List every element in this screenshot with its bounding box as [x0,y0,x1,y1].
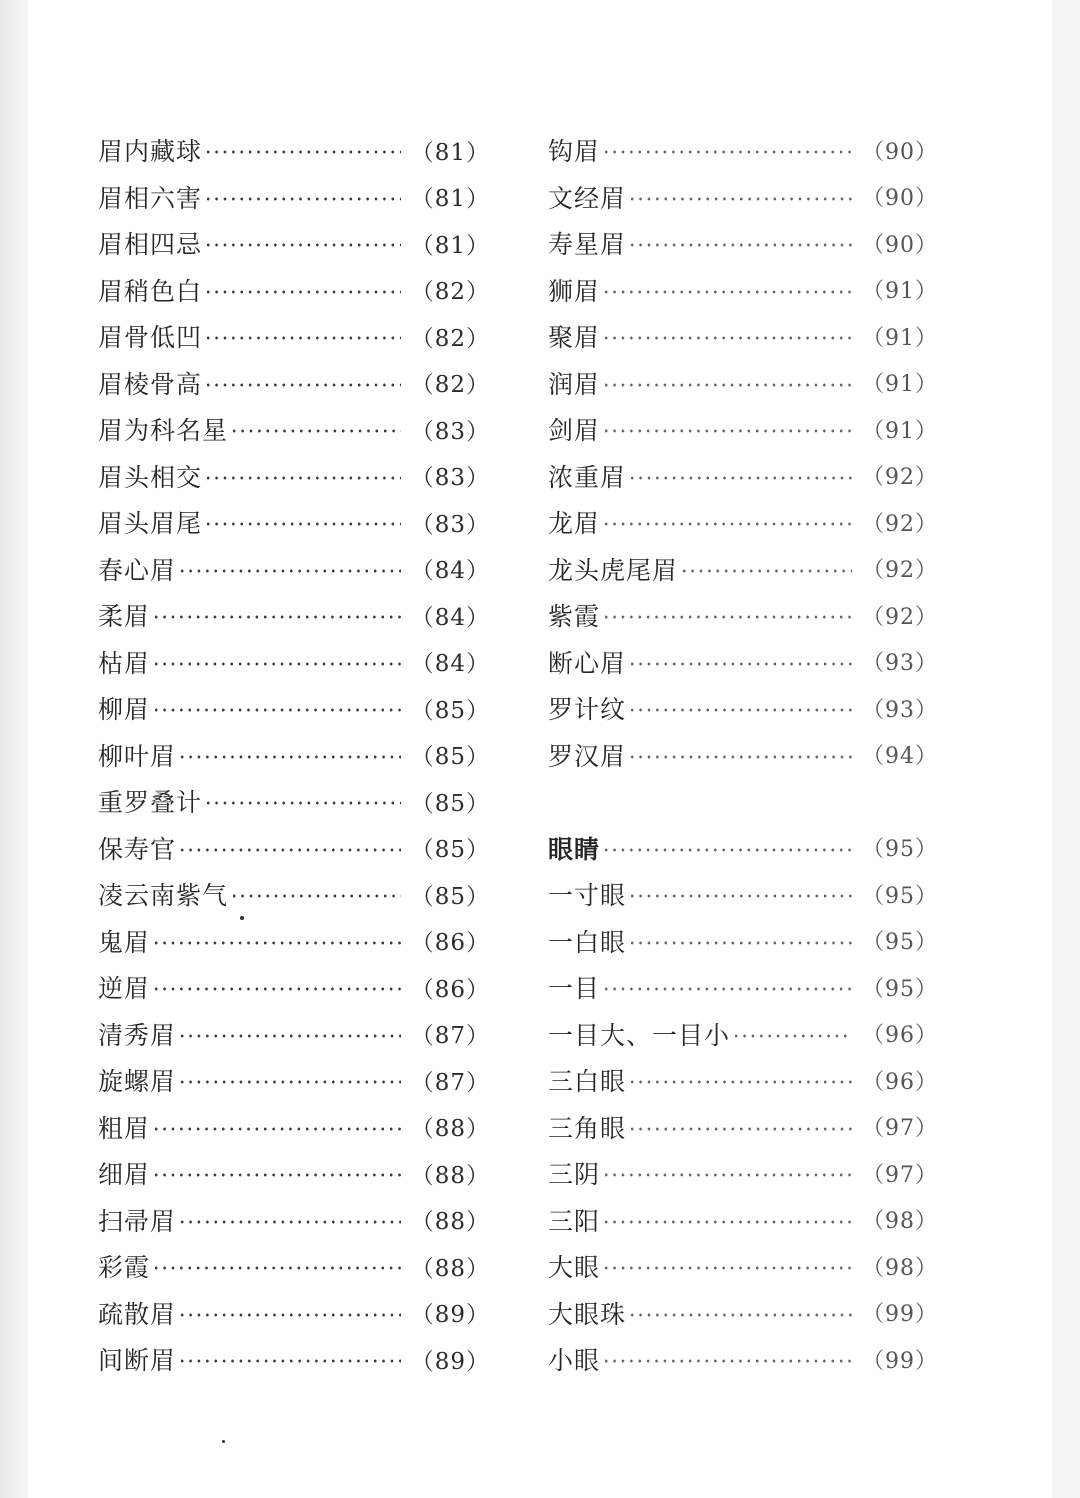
toc-entry-title: 春心眉 [98,555,177,585]
toc-entry-page-number: （82） [410,372,490,399]
toc-entry[interactable] [98,267,490,314]
toc-entry-title: 保寿官 [98,834,177,864]
toc-entry[interactable] [98,685,490,732]
dot-leader [178,848,401,852]
toc-entry-page-number: （83） [410,465,490,492]
toc-entry-title: 龙头虎尾眉 [548,555,679,585]
toc-entry-title: 柳眉 [98,695,151,725]
toc-entry[interactable] [548,918,938,965]
toc-entry[interactable] [548,313,938,360]
toc-entry[interactable] [98,453,490,500]
toc-entry[interactable] [98,1290,490,1337]
toc-entry-title: 断心眉 [548,648,627,678]
toc-entry-title: 凌云南紫气 [98,881,229,911]
toc-entry[interactable] [548,1057,938,1104]
toc-entry-page-number: （89） [410,1302,490,1329]
dot-leader [602,615,852,619]
toc-entry-page-number: （95） [862,976,938,1002]
toc-entry-title: 眉骨低凹 [98,323,203,353]
toc-entry-page-number: （84） [410,604,490,631]
toc-entry[interactable] [548,1104,938,1151]
toc-entry-title: 鬼眉 [98,927,151,957]
toc-entry-title: 狮眉 [548,276,601,306]
toc-entry-page-number: （84） [410,558,490,585]
dot-leader [628,662,852,666]
toc-entry[interactable] [548,360,938,407]
page-binding-shadow [0,0,28,1498]
toc-entry-page-number: （91） [862,279,938,305]
dot-leader [178,755,401,759]
toc-entry-page-number: （92） [862,511,938,537]
toc-entry-title: 柔眉 [98,602,151,632]
dot-leader [152,1173,401,1177]
dot-leader [204,522,401,526]
dot-leader [204,383,401,387]
dot-leader [628,1127,852,1131]
toc-entry-page-number: （92） [862,604,938,630]
toc-entry-title: 扫帚眉 [98,1206,177,1236]
toc-entry-page-number: （99） [862,1348,938,1374]
dot-leader [628,894,852,898]
dot-leader [152,662,401,666]
toc-entry[interactable] [548,1243,938,1290]
dot-leader [602,150,852,154]
toc-entry-page-number: （81） [410,186,490,213]
dot-leader [602,1173,852,1177]
toc-entry[interactable] [98,732,490,779]
toc-entry-page-number: （91） [862,325,938,351]
toc-entry-page-number: （81） [410,139,490,166]
toc-entry[interactable] [98,1057,490,1104]
toc-entry-title: 小眼 [548,1346,601,1376]
toc-entry-title: 间断眉 [98,1346,177,1376]
dot-leader [602,429,852,433]
toc-entry-title: 眉内藏球 [98,137,203,167]
toc-entry-title: 逆眉 [98,974,151,1004]
toc-entry-page-number: （92） [862,465,938,491]
toc-entry-title: 旋螺眉 [98,1067,177,1097]
dot-leader [732,1034,852,1038]
toc-entry-page-number: （85） [410,697,490,724]
toc-entry-title: 彩霞 [98,1253,151,1283]
toc-entry-title: 文经眉 [548,183,627,213]
dot-leader [628,1313,852,1317]
toc-entry[interactable] [548,964,938,1011]
toc-entry-title: 寿星眉 [548,230,627,260]
toc-entry[interactable] [98,220,490,267]
dot-leader [152,987,401,991]
toc-entry[interactable] [98,360,490,407]
dot-leader [602,1266,852,1270]
dot-leader [602,290,852,294]
toc-entry[interactable] [548,592,938,639]
toc-entry-title: 润眉 [548,369,601,399]
toc-entry[interactable] [98,499,490,546]
dot-leader [628,941,852,945]
toc-entry-title: 眉头眉尾 [98,509,203,539]
scan-speck [222,1440,225,1443]
toc-entry-page-number: （84） [410,651,490,678]
toc-entry[interactable] [548,1290,938,1337]
toc-entry[interactable] [548,1336,938,1383]
toc-entry-page-number: （85） [410,837,490,864]
toc-entry-title: 重罗叠计 [98,788,203,818]
toc-entry[interactable] [548,453,938,500]
toc-entry-page-number: （95） [862,930,938,956]
toc-entry-title: 清秀眉 [98,1020,177,1050]
dot-leader [178,1080,401,1084]
toc-entry-page-number: （88） [410,1255,490,1282]
toc-entry-page-number: （86） [410,976,490,1003]
toc-entry[interactable] [548,127,938,174]
dot-leader [152,941,401,945]
dot-leader [628,197,852,201]
toc-entry-page-number: （96） [862,1023,938,1049]
toc-entry[interactable] [98,406,490,453]
dot-leader [602,848,852,852]
toc-entry[interactable] [548,639,938,686]
toc-entry-title: 剑眉 [548,416,601,446]
toc-entry-page-number: （90） [862,186,938,212]
toc-entry[interactable] [548,732,938,779]
dot-leader [628,708,852,712]
toc-entry[interactable] [98,964,490,1011]
dot-leader [230,429,401,433]
toc-entry-page-number: （85） [410,883,490,910]
toc-entry[interactable] [98,1243,490,1290]
toc-entry-title: 疏散眉 [98,1299,177,1329]
toc-entry-page-number: （82） [410,325,490,352]
toc-entry[interactable] [548,546,938,593]
dot-leader [178,1313,401,1317]
dot-leader [178,1359,401,1363]
dot-leader [680,569,852,573]
toc-entry[interactable] [98,174,490,221]
scan-speck [240,916,244,920]
dot-leader [628,476,852,480]
toc-entry-page-number: （88） [410,1209,490,1236]
toc-entry-title: 大眼 [548,1253,601,1283]
toc-entry-page-number: （97） [862,1162,938,1188]
toc-entry-title: 紫霞 [548,602,601,632]
dot-leader [628,243,852,247]
toc-entry-title: 眉棱骨高 [98,369,203,399]
toc-entry-page-number: （91） [862,372,938,398]
toc-entry-page-number: （90） [862,139,938,165]
toc-entry-page-number: （81） [410,232,490,259]
toc-entry-page-number: （82） [410,279,490,306]
toc-entry[interactable] [548,1011,938,1058]
toc-entry-title: 三阴 [548,1160,601,1190]
toc-entry-title: 罗计纹 [548,695,627,725]
toc-entry-page-number: （85） [410,744,490,771]
toc-entry-title: 枯眉 [98,648,151,678]
dot-leader [178,1220,401,1224]
dot-leader [602,987,852,991]
toc-entry-page-number: （93） [862,697,938,723]
toc-entry-page-number: （95） [862,837,938,863]
toc-entry-title: 浓重眉 [548,462,627,492]
dot-leader [178,1034,401,1038]
toc-entry[interactable] [548,825,938,872]
toc-entry-title: 眉头相交 [98,462,203,492]
toc-entry-page-number: （95） [862,883,938,909]
dot-leader [204,150,401,154]
dot-leader [602,336,852,340]
toc-entry-page-number: （99） [862,1302,938,1328]
toc-entry-title: 眼睛 [548,834,601,864]
dot-leader [602,522,852,526]
toc-entry-page-number: （87） [410,1069,490,1096]
dot-leader [204,243,401,247]
dot-leader [152,1127,401,1131]
toc-entry-page-number: （86） [410,930,490,957]
toc-entry-page-number: （91） [862,418,938,444]
toc-entry-title: 眉相六害 [98,183,203,213]
toc-entry[interactable] [548,1150,938,1197]
toc-entry[interactable] [548,220,938,267]
toc-entry-page-number: （96） [862,1069,938,1095]
toc-entry-title: 罗汉眉 [548,741,627,771]
toc-entry-page-number: （97） [862,1116,938,1142]
toc-entry-title: 一白眼 [548,927,627,957]
toc-entry-title: 眉稍色白 [98,276,203,306]
toc-entry[interactable] [98,639,490,686]
toc-entry[interactable] [548,406,938,453]
toc-entry[interactable] [98,778,490,825]
toc-entry-page-number: （98） [862,1209,938,1235]
toc-entry-page-number: （94） [862,744,938,770]
toc-entry[interactable] [98,546,490,593]
toc-entry-page-number: （89） [410,1348,490,1375]
toc-entry[interactable] [98,1150,490,1197]
toc-entry-title: 一寸眼 [548,881,627,911]
toc-entry-page-number: （83） [410,418,490,445]
toc-entry-title: 柳叶眉 [98,741,177,771]
toc-entry[interactable] [98,825,490,872]
dot-leader [152,708,401,712]
toc-entry-page-number: （87） [410,1023,490,1050]
dot-leader [152,615,401,619]
toc-entry-title: 一目 [548,974,601,1004]
toc-entry-title: 钩眉 [548,137,601,167]
toc-entry-page-number: （88） [410,1162,490,1189]
toc-entry[interactable] [98,592,490,639]
toc-entry-page-number: （93） [862,651,938,677]
toc-entry[interactable] [98,313,490,360]
toc-entry-page-number: （88） [410,1116,490,1143]
toc-entry[interactable] [548,1197,938,1244]
toc-entry[interactable] [548,871,938,918]
toc-entry[interactable] [548,267,938,314]
toc-entry-page-number: （90） [862,232,938,258]
toc-entry-page-number: （83） [410,511,490,538]
toc-entry[interactable] [98,1197,490,1244]
toc-entry-title: 大眼珠 [548,1299,627,1329]
toc-entry-title: 粗眉 [98,1113,151,1143]
toc-entry[interactable] [98,1336,490,1383]
toc-entry[interactable] [548,174,938,221]
dot-leader [204,197,401,201]
dot-leader [602,1220,852,1224]
dot-leader [204,801,401,805]
dot-leader [152,1266,401,1270]
toc-entry-title: 三角眼 [548,1113,627,1143]
toc-entry-title: 龙眉 [548,509,601,539]
dot-leader [178,569,401,573]
dot-leader [602,1359,852,1363]
dot-leader [230,894,401,898]
toc-entry-page-number: （92） [862,558,938,584]
toc-entry[interactable] [548,685,938,732]
toc-entry[interactable] [98,1104,490,1151]
toc-entry[interactable] [98,1011,490,1058]
dot-leader [204,336,401,340]
toc-entry[interactable] [98,127,490,174]
toc-entry-title: 眉为科名星 [98,416,229,446]
dot-leader [602,383,852,387]
toc-entry-page-number: （85） [410,790,490,817]
toc-entry-title: 细眉 [98,1160,151,1190]
toc-entry-page-number: （98） [862,1255,938,1281]
dot-leader [204,290,401,294]
toc-entry-title: 三阳 [548,1206,601,1236]
toc-entry-title: 一目大、一目小 [548,1020,731,1050]
toc-entry-title: 三白眼 [548,1067,627,1097]
dot-leader [204,476,401,480]
toc-entry-title: 聚眉 [548,323,601,353]
dot-leader [628,755,852,759]
toc-entry[interactable] [98,871,490,918]
toc-entry[interactable] [98,918,490,965]
dot-leader [628,1080,852,1084]
toc-entry-title: 眉相四忌 [98,230,203,260]
toc-entry[interactable] [548,499,938,546]
